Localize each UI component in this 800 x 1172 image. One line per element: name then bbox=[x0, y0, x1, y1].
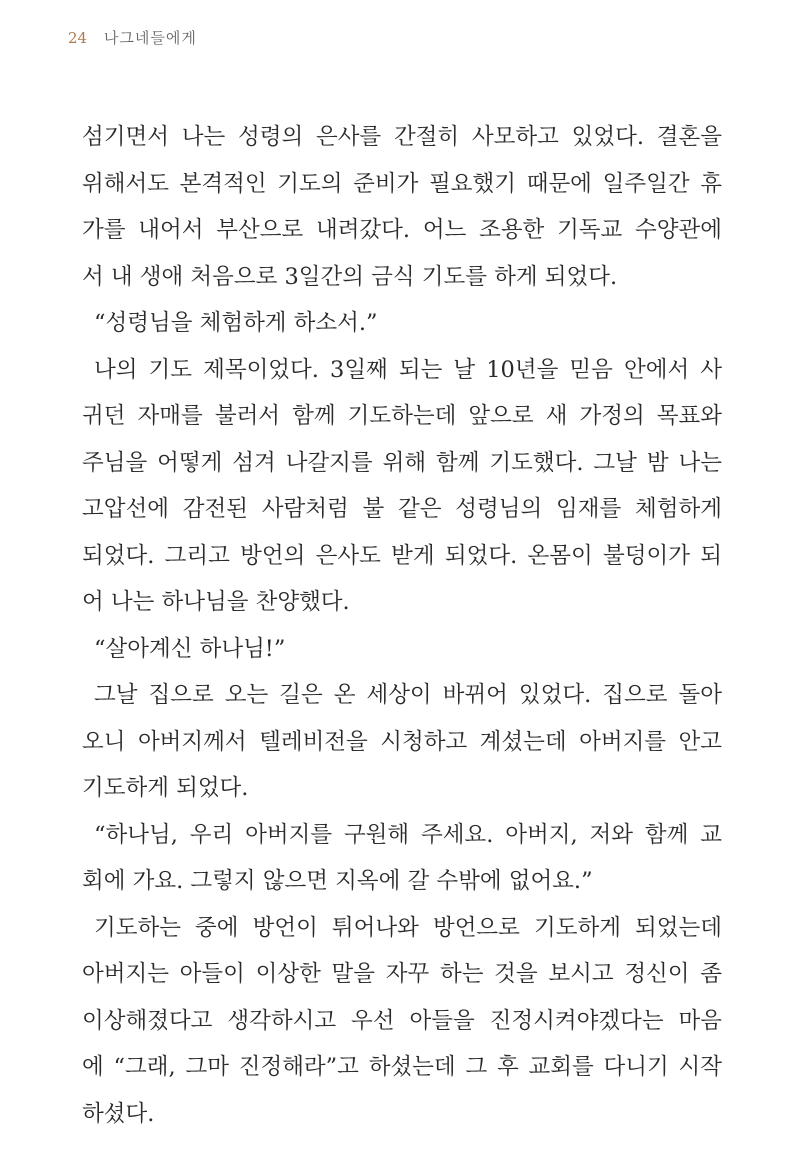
running-title: 나그네들에게 bbox=[103, 29, 197, 47]
text-line: 에 “그래, 그마 진정해라”고 하셨는데 그 후 교회를 다니기 시작 bbox=[82, 1054, 722, 1080]
text-line: “하나님, 우리 아버지를 구원해 주세요. 아버지, 저와 함께 교 bbox=[94, 821, 722, 848]
text-line: 섬기면서 나는 성령의 은사를 간절히 사모하고 있었다. 결혼을 bbox=[82, 124, 722, 150]
body-text bbox=[82, 117, 722, 1140]
text-line: 기도하는 중에 방언이 튀어나와 방언으로 기도하게 되었는데 bbox=[94, 914, 722, 941]
text-line: 하셨다. bbox=[82, 1100, 155, 1127]
text-line: 나의 기도 제목이었다. 3일째 되는 날 10년을 믿음 안에서 사 bbox=[94, 356, 722, 383]
text-line: 되었다. 그리고 방언의 은사도 받게 되었다. 온몸이 불덩이가 되 bbox=[82, 542, 722, 569]
text-line: “살아계신 하나님!” bbox=[94, 635, 286, 662]
text-line: 주님을 어떻게 섬겨 나갈지를 위해 함께 기도했다. 그날 밤 나는 bbox=[82, 449, 722, 476]
text-line: 가를 내어서 부산으로 내려갔다. 어느 조용한 기독교 수양관에 bbox=[82, 217, 722, 243]
text-line: 고압선에 감전된 사람처럼 불 같은 성령님의 임재를 체험하게 bbox=[82, 496, 722, 522]
text-line: 어 나는 하나님을 찬양했다. bbox=[82, 589, 350, 615]
text-line: “성령님을 체험하게 하소서.” bbox=[94, 310, 378, 336]
running-header bbox=[68, 28, 197, 48]
text-line: 이상해졌다고 생각하시고 우선 아들을 진정시켜야겠다는 마음 bbox=[82, 1007, 722, 1034]
text-line: 기도하게 되었다. bbox=[82, 775, 249, 801]
page-number: 24 bbox=[68, 29, 88, 47]
text-line: 귀던 자매를 불러서 함께 기도하는데 앞으로 새 가정의 목표와 bbox=[82, 403, 722, 429]
text-line: 아버지는 아들이 이상한 말을 자꾸 하는 것을 보시고 정신이 좀 bbox=[82, 961, 722, 987]
text-line: 서 내 생애 처음으로 3일간의 금식 기도를 하게 되었다. bbox=[82, 263, 618, 290]
text-line: 그날 집으로 오는 길은 온 세상이 바뀌어 있었다. 집으로 돌아 bbox=[94, 682, 722, 708]
text-line: 회에 가요. 그렇지 않으면 지옥에 갈 수밖에 없어요.” bbox=[82, 868, 593, 894]
text-line: 오니 아버지께서 텔레비전을 시청하고 계셨는데 아버지를 안고 bbox=[82, 728, 722, 755]
text-line: 위해서도 본격적인 기도의 준비가 필요했기 때문에 일주일간 휴 bbox=[82, 170, 722, 197]
